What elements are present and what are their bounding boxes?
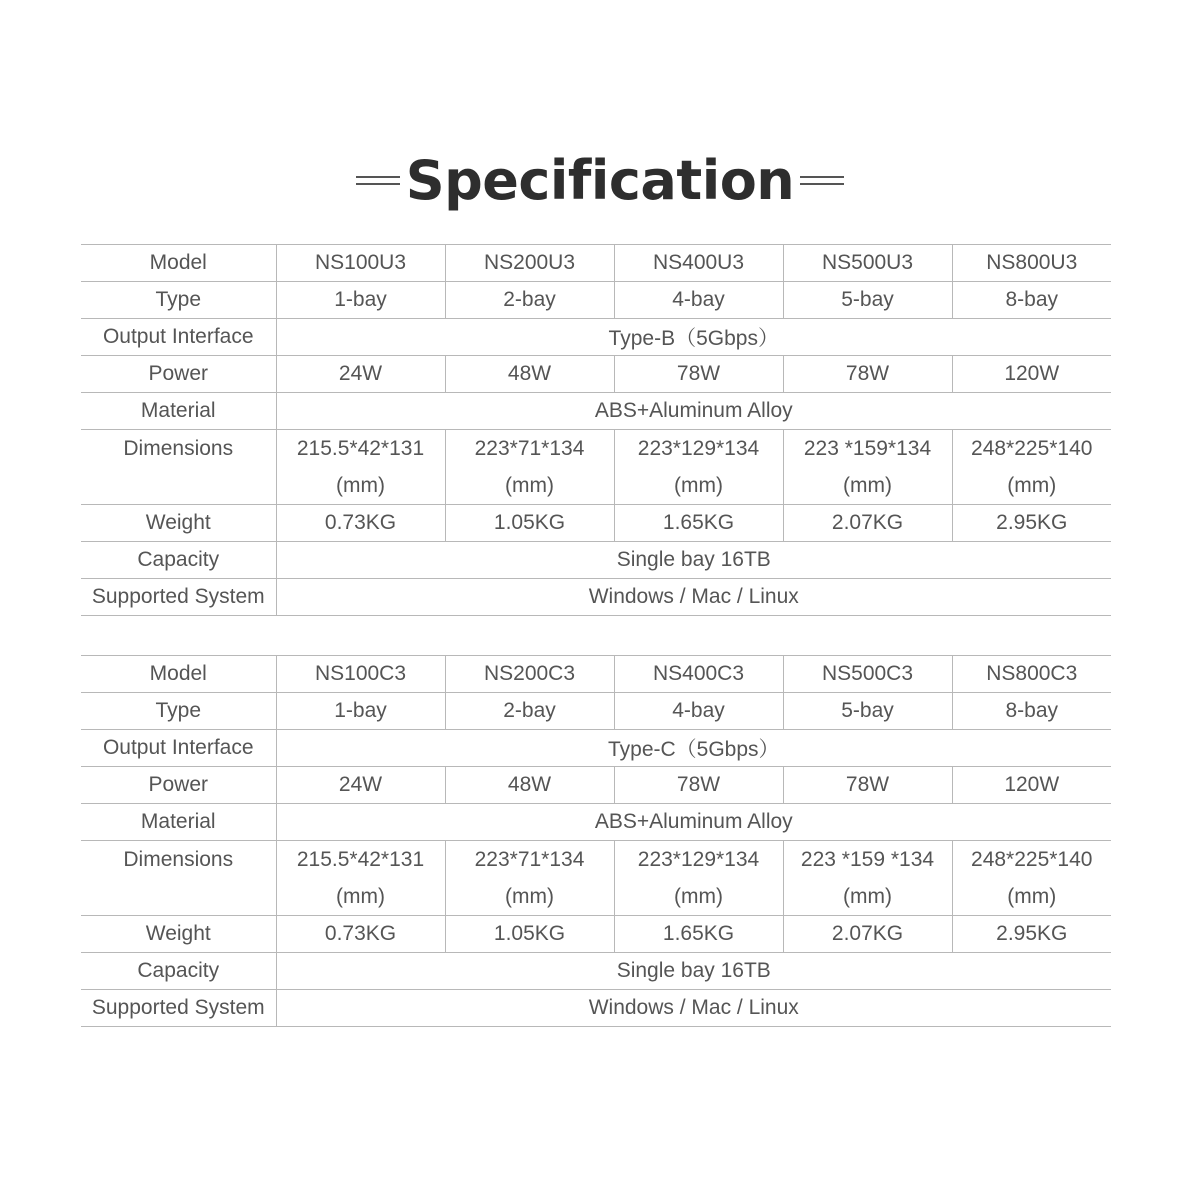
- dimensions-value: [445, 841, 614, 916]
- type-value: 4-bay: [614, 693, 783, 730]
- dimensions-label: Dimensions: [81, 430, 276, 505]
- power-value: 48W: [445, 767, 614, 804]
- output-interface-label: Output Interface: [81, 319, 276, 356]
- dimensions-unit: (mm): [336, 474, 385, 497]
- spec-table-u3: [81, 244, 1111, 616]
- spec-table-c3: [81, 655, 1111, 1027]
- dimensions-unit: (mm): [843, 474, 892, 497]
- dimensions-value: [614, 430, 783, 505]
- material-label: Material: [81, 393, 276, 430]
- weight-row: [81, 916, 1111, 953]
- dimensions-unit: (mm): [843, 885, 892, 908]
- type-row: [81, 693, 1111, 730]
- material-row: [81, 804, 1111, 841]
- power-value: 120W: [952, 356, 1111, 393]
- power-value: 48W: [445, 356, 614, 393]
- type-value: 1-bay: [276, 693, 445, 730]
- power-value: 120W: [952, 767, 1111, 804]
- dimensions-value: [276, 430, 445, 505]
- supported-system-row: [81, 579, 1111, 616]
- dimensions-unit: (mm): [505, 474, 554, 497]
- model-label: Model: [81, 656, 276, 693]
- weight-value: 1.05KG: [445, 916, 614, 953]
- model-value: NS100U3: [276, 245, 445, 282]
- weight-value: 0.73KG: [276, 505, 445, 542]
- dimensions-unit: (mm): [674, 885, 723, 908]
- power-label: Power: [81, 767, 276, 804]
- output-interface-row: [81, 319, 1111, 356]
- supported-system-value: Windows / Mac / Linux: [276, 990, 1111, 1027]
- dimensions-size: 215.5*42*131: [296, 437, 425, 460]
- title-decoration-right: [800, 176, 844, 185]
- model-value: NS800U3: [952, 245, 1111, 282]
- weight-value: 1.65KG: [614, 505, 783, 542]
- power-value: 24W: [276, 767, 445, 804]
- model-value: NS500C3: [783, 656, 952, 693]
- weight-value: 1.65KG: [614, 916, 783, 953]
- dimensions-value: [276, 841, 445, 916]
- model-value: NS500U3: [783, 245, 952, 282]
- model-value: NS200U3: [445, 245, 614, 282]
- power-value: 24W: [276, 356, 445, 393]
- title-decoration-left: [356, 176, 400, 185]
- dimensions-size: 223 *159 *134: [800, 848, 935, 871]
- dimensions-size: 223*71*134: [474, 848, 585, 871]
- power-row: [81, 356, 1111, 393]
- capacity-row: [81, 542, 1111, 579]
- type-label: Type: [81, 282, 276, 319]
- supported-system-value: Windows / Mac / Linux: [276, 579, 1111, 616]
- power-value: 78W: [614, 356, 783, 393]
- dimensions-unit: (mm): [336, 885, 385, 908]
- dimensions-size: 223*129*134: [637, 848, 760, 871]
- type-label: Type: [81, 693, 276, 730]
- dimensions-size: 223*129*134: [637, 437, 760, 460]
- power-value: 78W: [783, 767, 952, 804]
- capacity-row: [81, 953, 1111, 990]
- weight-value: 2.95KG: [952, 916, 1111, 953]
- model-row: [81, 656, 1111, 693]
- dimensions-value: [614, 841, 783, 916]
- power-value: 78W: [614, 767, 783, 804]
- dimensions-value: [783, 430, 952, 505]
- type-row: [81, 282, 1111, 319]
- capacity-value: Single bay 16TB: [276, 953, 1111, 990]
- model-value: NS400C3: [614, 656, 783, 693]
- material-value: ABS+Aluminum Alloy: [276, 804, 1111, 841]
- supported-system-label: Supported System: [81, 579, 276, 616]
- output-interface-row: [81, 730, 1111, 767]
- power-value: 78W: [783, 356, 952, 393]
- type-value: 4-bay: [614, 282, 783, 319]
- type-value: 2-bay: [445, 693, 614, 730]
- capacity-label: Capacity: [81, 542, 276, 579]
- model-label: Model: [81, 245, 276, 282]
- type-value: 2-bay: [445, 282, 614, 319]
- model-value: NS200C3: [445, 656, 614, 693]
- model-row: [81, 245, 1111, 282]
- dimensions-size: 223*71*134: [474, 437, 585, 460]
- type-value: 8-bay: [952, 693, 1111, 730]
- dimensions-size: 248*225*140: [971, 848, 1093, 871]
- material-row: [81, 393, 1111, 430]
- type-value: 8-bay: [952, 282, 1111, 319]
- model-value: NS400U3: [614, 245, 783, 282]
- output-interface-value: Type-C（5Gbps）: [276, 730, 1111, 767]
- capacity-label: Capacity: [81, 953, 276, 990]
- model-value: NS800C3: [952, 656, 1111, 693]
- model-value: NS100C3: [276, 656, 445, 693]
- dimensions-size: 223 *159*134: [803, 437, 932, 460]
- supported-system-row: [81, 990, 1111, 1027]
- type-value: 5-bay: [783, 282, 952, 319]
- type-value: 1-bay: [276, 282, 445, 319]
- output-interface-label: Output Interface: [81, 730, 276, 767]
- dimensions-label: Dimensions: [81, 841, 276, 916]
- weight-value: 2.95KG: [952, 505, 1111, 542]
- dimensions-value: [445, 430, 614, 505]
- weight-label: Weight: [81, 505, 276, 542]
- dimensions-row: [81, 430, 1111, 505]
- output-interface-value: Type-B（5Gbps）: [276, 319, 1111, 356]
- material-label: Material: [81, 804, 276, 841]
- dimensions-unit: (mm): [1007, 474, 1057, 497]
- weight-value: 2.07KG: [783, 505, 952, 542]
- dimensions-value: [952, 841, 1111, 916]
- material-value: ABS+Aluminum Alloy: [276, 393, 1111, 430]
- weight-label: Weight: [81, 916, 276, 953]
- power-row: [81, 767, 1111, 804]
- power-label: Power: [81, 356, 276, 393]
- dimensions-unit: (mm): [1007, 885, 1057, 908]
- weight-value: 2.07KG: [783, 916, 952, 953]
- dimensions-size: 215.5*42*131: [296, 848, 425, 871]
- supported-system-label: Supported System: [81, 990, 276, 1027]
- dimensions-unit: (mm): [674, 474, 723, 497]
- dimensions-row: [81, 841, 1111, 916]
- dimensions-value: [952, 430, 1111, 505]
- weight-value: 0.73KG: [276, 916, 445, 953]
- weight-row: [81, 505, 1111, 542]
- type-value: 5-bay: [783, 693, 952, 730]
- capacity-value: Single bay 16TB: [276, 542, 1111, 579]
- dimensions-unit: (mm): [505, 885, 554, 908]
- title-block: [0, 140, 1200, 220]
- weight-value: 1.05KG: [445, 505, 614, 542]
- dimensions-value: [783, 841, 952, 916]
- page-title: Specification: [405, 148, 795, 212]
- dimensions-size: 248*225*140: [971, 437, 1093, 460]
